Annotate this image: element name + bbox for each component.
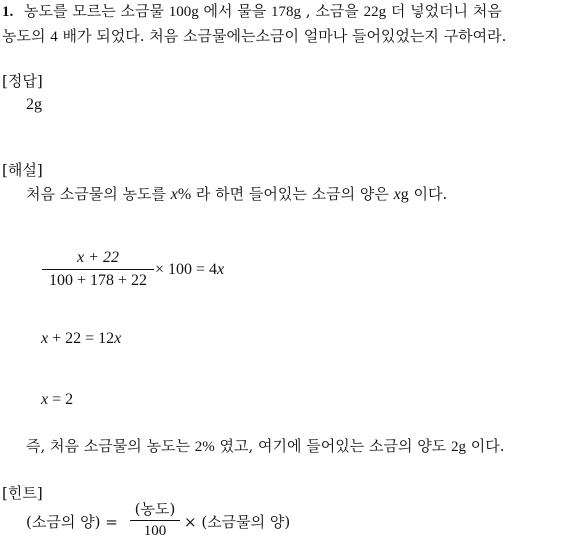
solution-value: 2% [194,439,215,455]
problem-line-2 [2,29,506,45]
equation-1-rest [155,262,224,278]
hint-formula-rhs: × (소금물의 양) [184,513,291,531]
problem-text: 농도를 모르는 소금물 [24,2,169,20]
solution-text: 즉, 처음 소금물의 농도는 [26,437,195,455]
solution-text: 였고, 여기에 들어있는 소금의 양도 [214,437,451,455]
solution-value: 2g [451,439,466,455]
solution-text: 이다. [408,185,448,203]
answer-value: 2g [26,96,42,113]
hint-fraction-denominator: 100 [143,522,167,539]
hint-fraction-bar [130,520,180,521]
problem-text: 에서 물을 [198,2,272,20]
hint-fraction [130,502,180,540]
variable-x: x [393,186,401,203]
equation-text: = 2 [48,391,74,408]
answer-header: [정답] [2,72,43,90]
variable-x: x [217,261,225,278]
solution-text: 라 하면 들어있는 소금의 양은 [191,185,394,203]
problem-text: 배가 되었다. 처음 소금물에는소금이 얼마나 들어있었는지 구하여라. [57,27,507,45]
variable-x: x [41,391,49,408]
problem-value: 4 [50,29,58,45]
problem-value: 178g [271,4,302,20]
equation-text: × 100 = 4 [155,261,218,278]
variable-x: x [114,330,122,347]
equation-2 [41,331,121,347]
problem-text: 농도의 [2,27,51,45]
equation-1-fraction [42,250,154,290]
unit-g: g [400,186,409,203]
problem-value: 22g [363,4,387,20]
solution-text: 이다. [466,437,505,455]
hint-header: [힌트] [2,484,43,502]
hint-formula-lhs: (소금의 양) = [26,513,118,531]
problem-text: 더 넣었더니 처음 [386,2,502,20]
problem-text: , 소금을 [301,2,364,20]
percent-sign: % [177,186,192,203]
equation-text: + 22 = 12 [48,330,115,347]
solution-intro [26,187,447,203]
variable-x: x [41,330,49,347]
hint-fraction-numerator: (농도) [134,500,176,518]
solution-header: [해설] [2,161,43,179]
problem-number: 1. [2,4,14,20]
solution-conclusion [26,439,505,455]
variable-x: x [170,186,178,203]
fraction-denominator: 100 + 178 + 22 [48,271,148,289]
numerator-text: x + 22 [77,249,119,266]
equation-3 [41,392,73,408]
problem-line-1 [2,4,502,20]
problem-value: 100g [168,4,199,20]
fraction-numerator [42,250,154,267]
fraction-bar [42,269,154,270]
solution-text: 처음 소금물의 농도를 [26,185,171,203]
